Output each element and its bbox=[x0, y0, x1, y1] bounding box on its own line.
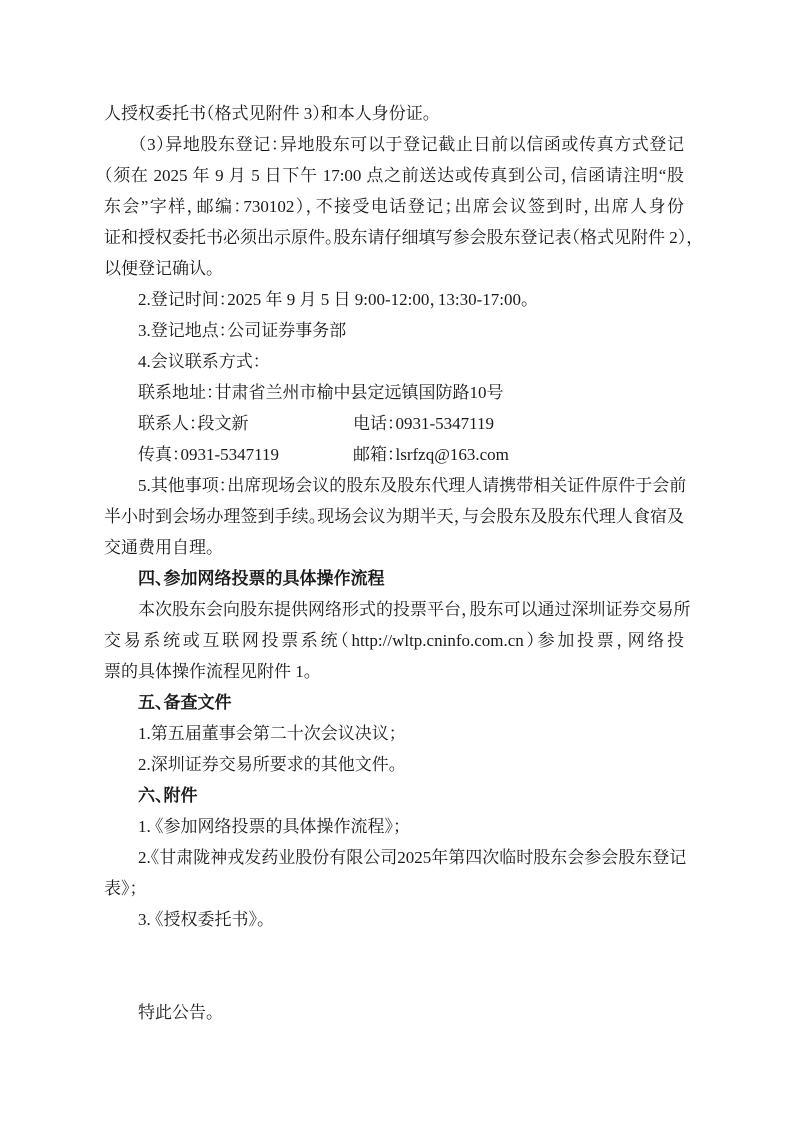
item-registration-place: 3.登记地点：公司证券事务部 bbox=[138, 321, 347, 340]
para-remote-registration: 证和授权委托书必须出示原件。股东请仔细填写参会股东登记表（格式见附件 2）， bbox=[104, 228, 695, 247]
para-remote-registration: （3）异地股东登记：异地股东可以于登记截止日前以信函或传真方式登记 bbox=[138, 135, 684, 154]
attachment-item-3: 3. 《授权委托书》。 bbox=[138, 910, 266, 929]
para-online-voting: 本次股东会向股东提供网络形式的投票平台，股东可以通过深圳证券交易所 bbox=[138, 600, 691, 619]
contact-address-line: 联系地址：甘肃省兰州市榆中县定远镇国防路10号 bbox=[138, 383, 504, 402]
heading-section-5-reference-documents: 五、备查文件 bbox=[138, 693, 232, 712]
heading-section-4-online-voting: 四、参加网络投票的具体操作流程 bbox=[138, 569, 385, 588]
reference-doc-item: 1.第五届董事会第二十次会议决议； bbox=[138, 724, 398, 743]
contact-fax: 传真：0931-5347119 bbox=[138, 445, 280, 464]
attachment-item-2: 2.《甘肃陇神戎发药业股份有限公司2025年第四次临时股东会参会股东登记 bbox=[138, 848, 687, 867]
item-meeting-contact: 4.会议联系方式： bbox=[138, 352, 262, 371]
contact-person-phone-line bbox=[104, 408, 684, 439]
closing-announcement: 特此公告。 bbox=[138, 1003, 215, 1022]
item-registration-time: 2.登记时间：2025 年 9 月 5 日 9:00-12:00，13:30-17:00。 bbox=[138, 290, 530, 309]
para-remote-registration: （须在 2025 年 9 月 5 日下午 17:00 点之前送达或传真到公司，信函请注明“股 bbox=[104, 166, 684, 185]
para-online-voting-url: 交易系统或互联网投票系统（http://wltp.cninfo.com.cn）参加投票，网络投 bbox=[104, 631, 684, 650]
attachment-item-2: 表》； bbox=[104, 879, 138, 898]
para-online-voting: 票的具体操作流程见附件 1。 bbox=[104, 662, 313, 681]
para-remote-registration: 东会”字样，邮编：730102），不接受电话登记；出席会议签到时，出席人身份 bbox=[104, 197, 684, 216]
contact-fax-email-line bbox=[104, 439, 684, 470]
heading-section-6-attachments: 六、附件 bbox=[138, 786, 198, 805]
contact-phone: 电话：0931-5347119 bbox=[353, 414, 495, 433]
reference-doc-item: 2.深圳证券交易所要求的其他文件。 bbox=[138, 755, 398, 774]
para-proxy-id-continuation: 人授权委托书（格式见附件 3）和本人身份证。 bbox=[104, 104, 432, 123]
contact-email: 邮箱：lsrfzq@163.com bbox=[353, 445, 509, 464]
attachment-item-1: 1. 《参加网络投票的具体操作流程》； bbox=[138, 817, 402, 836]
para-other-matters: 半小时到会场办理签到手续。现场会议为期半天，与会股东及股东代理人食宿及 bbox=[104, 507, 684, 526]
para-other-matters: 5.其他事项：出席现场会议的股东及股东代理人请携带相关证件原件于会前 bbox=[138, 476, 687, 495]
contact-person: 联系人：段文新 bbox=[138, 414, 249, 433]
para-other-matters: 交通费用自理。 bbox=[104, 538, 215, 557]
para-remote-registration: 以便登记确认。 bbox=[104, 259, 215, 278]
